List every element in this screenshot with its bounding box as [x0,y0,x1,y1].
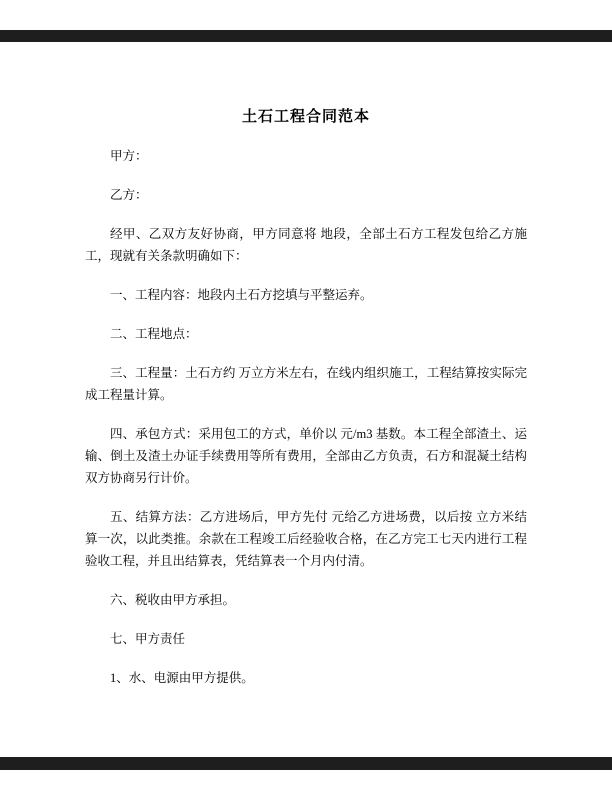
document-content [85,0,527,706]
paragraph-clause-7-item-1: 1、水、电源由甲方提供。 [110,671,254,685]
document-title: 土石工程合同范本 [241,109,370,125]
paragraph-clause-7: 七、甲方责任 [110,632,186,646]
paragraph-clause-3: 三、工程量：土石方约 万立方米左右，在线内组织施工，工程结算按实际完成工程量计算。 [85,366,527,402]
page-gap-bottom [0,757,612,770]
paragraph-clause-4: 四、承包方式：采用包工的方式，单价以 元/m3 基数。本工程全部渣土、运输、倒土及渣土办证手续费用等所有费用，全部由乙方负责，石方和混凝土结构双方协商另行计价。 [85,427,527,485]
paragraph-party-a: 甲方： [110,149,148,163]
paragraph-clause-1: 一、工程内容：地段内土石方挖填与平整运弃。 [110,288,373,302]
paragraph-clause-2: 二、工程地点： [110,327,198,341]
paragraph-clause-5: 五、结算方法：乙方进场后，甲方先付 元给乙方进场费，以后按 立方米结算一次，以此类推。余款在工程竣工后经验收合格，在乙方完工七天内进行工程验收工程，并且出结算表，凭结算表一个月内付清。 [85,510,527,568]
paragraph-party-b: 乙方： [110,188,148,202]
paragraph-preamble: 经甲、乙双方友好协商，甲方同意将 地段，全部土石方工程发包给乙方施工，现就有关条款明确如下： [85,227,527,263]
paragraph-clause-6: 六、税收由甲方承担。 [110,593,236,607]
